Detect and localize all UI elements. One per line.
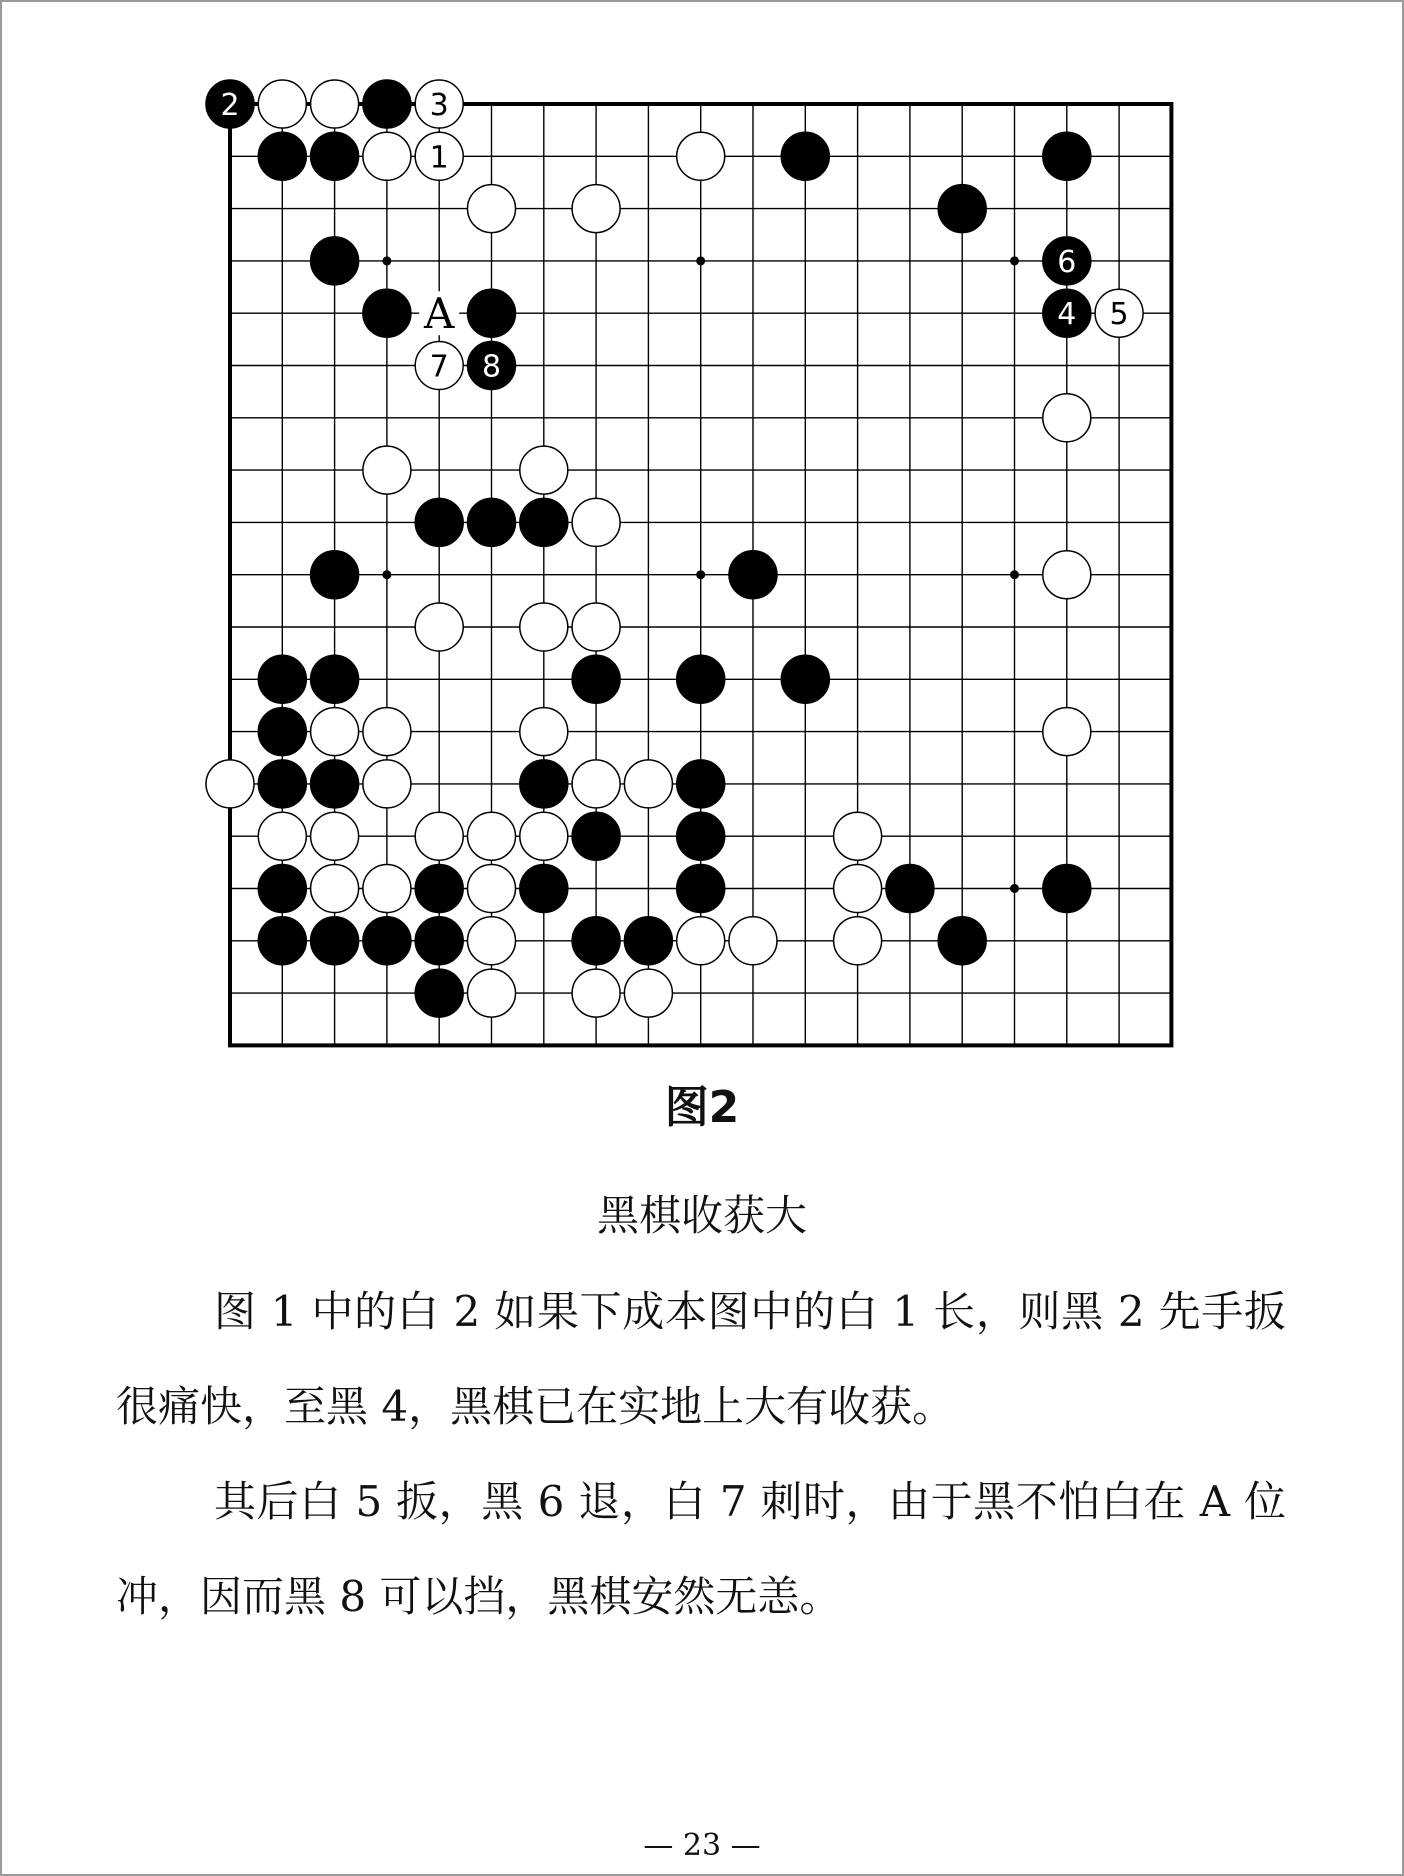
white-stone	[834, 865, 882, 913]
black-stone	[311, 655, 359, 703]
white-stone	[258, 80, 306, 128]
black-stone	[677, 812, 725, 860]
move-number-label: 3	[429, 88, 449, 123]
white-stone	[520, 446, 568, 494]
star-point	[696, 256, 705, 265]
white-stone	[311, 865, 359, 913]
black-stone	[1043, 865, 1091, 913]
black-stone	[572, 812, 620, 860]
white-stone	[729, 917, 777, 965]
white-stone	[415, 812, 463, 860]
move-number-label: 7	[429, 349, 449, 385]
white-stone	[572, 603, 620, 651]
white-stone	[572, 498, 620, 546]
move-number-label: 4	[1057, 297, 1077, 333]
white-stone	[624, 969, 672, 1017]
black-stone	[415, 917, 463, 965]
white-stone	[572, 969, 620, 1017]
black-stone	[781, 132, 829, 180]
white-stone	[363, 446, 411, 494]
star-point	[382, 570, 391, 579]
black-stone	[311, 760, 359, 808]
white-stone	[363, 708, 411, 756]
black-stone	[311, 237, 359, 285]
white-stone	[1043, 551, 1091, 599]
move-number-label: 5	[1109, 297, 1129, 333]
black-stone	[258, 917, 306, 965]
black-stone	[363, 80, 411, 128]
figure-caption: 图2	[664, 1082, 740, 1133]
star-point	[382, 256, 391, 265]
white-stone	[834, 812, 882, 860]
white-stone	[520, 812, 568, 860]
white-stone	[520, 603, 568, 651]
black-stone	[311, 917, 359, 965]
black-stone	[624, 917, 672, 965]
white-stone	[1043, 708, 1091, 756]
black-stone	[311, 551, 359, 599]
black-stone	[311, 132, 359, 180]
star-point	[696, 570, 705, 579]
black-stone	[677, 655, 725, 703]
white-stone	[677, 132, 725, 180]
move-number-label: 2	[220, 88, 240, 123]
white-stone	[1043, 394, 1091, 442]
black-stone	[886, 865, 934, 913]
black-stone	[677, 760, 725, 808]
white-stone	[206, 760, 254, 808]
white-stone	[468, 917, 516, 965]
white-stone	[468, 185, 516, 233]
page-number: — 23 —	[643, 1828, 761, 1863]
black-stone	[938, 917, 986, 965]
white-stone	[363, 760, 411, 808]
black-stone	[258, 655, 306, 703]
black-stone	[363, 917, 411, 965]
black-stone	[520, 498, 568, 546]
white-stone	[363, 865, 411, 913]
white-stone	[468, 969, 516, 1017]
black-stone	[363, 289, 411, 337]
star-point	[1010, 256, 1019, 265]
white-stone	[311, 812, 359, 860]
position-marker-label: A	[424, 289, 455, 339]
paragraph-2: 其后白 5 扳，黑 6 退，白 7 刺时，由于黑不怕白在 A 位冲，因而黑 8 可以挡，黑棋安然无恙。	[116, 1477, 1286, 1621]
white-stone	[624, 760, 672, 808]
white-stone	[520, 708, 568, 756]
star-point	[1010, 570, 1019, 579]
black-stone	[258, 760, 306, 808]
white-stone	[258, 812, 306, 860]
move-number-label: 8	[481, 349, 502, 385]
black-stone	[468, 289, 516, 337]
white-stone	[677, 917, 725, 965]
move-number-label: 1	[429, 140, 449, 176]
white-stone	[572, 185, 620, 233]
black-stone	[258, 865, 306, 913]
black-stone	[415, 969, 463, 1017]
black-stone	[677, 865, 725, 913]
white-stone	[468, 865, 516, 913]
black-stone	[572, 917, 620, 965]
white-stone	[415, 603, 463, 651]
paragraph-1: 图 1 中的白 2 如果下成本图中的白 1 长，则黑 2 先手扳很痛快，至黑 4，黑棋已在实地上大有收获。	[116, 1287, 1286, 1431]
black-stone	[468, 498, 516, 546]
black-stone	[415, 865, 463, 913]
black-stone	[729, 551, 777, 599]
star-point	[1010, 884, 1019, 893]
black-stone	[781, 655, 829, 703]
white-stone	[311, 708, 359, 756]
white-stone	[834, 917, 882, 965]
black-stone	[258, 132, 306, 180]
section-subtitle: 黑棋收获大	[596, 1191, 807, 1240]
white-stone	[468, 812, 516, 860]
black-stone	[1043, 132, 1091, 180]
white-stone	[311, 80, 359, 128]
white-stone	[572, 760, 620, 808]
black-stone	[520, 865, 568, 913]
black-stone	[938, 185, 986, 233]
move-number-label: 6	[1057, 244, 1077, 280]
black-stone	[258, 708, 306, 756]
black-stone	[520, 760, 568, 808]
white-stone	[363, 132, 411, 180]
black-stone	[415, 498, 463, 546]
black-stone	[572, 655, 620, 703]
